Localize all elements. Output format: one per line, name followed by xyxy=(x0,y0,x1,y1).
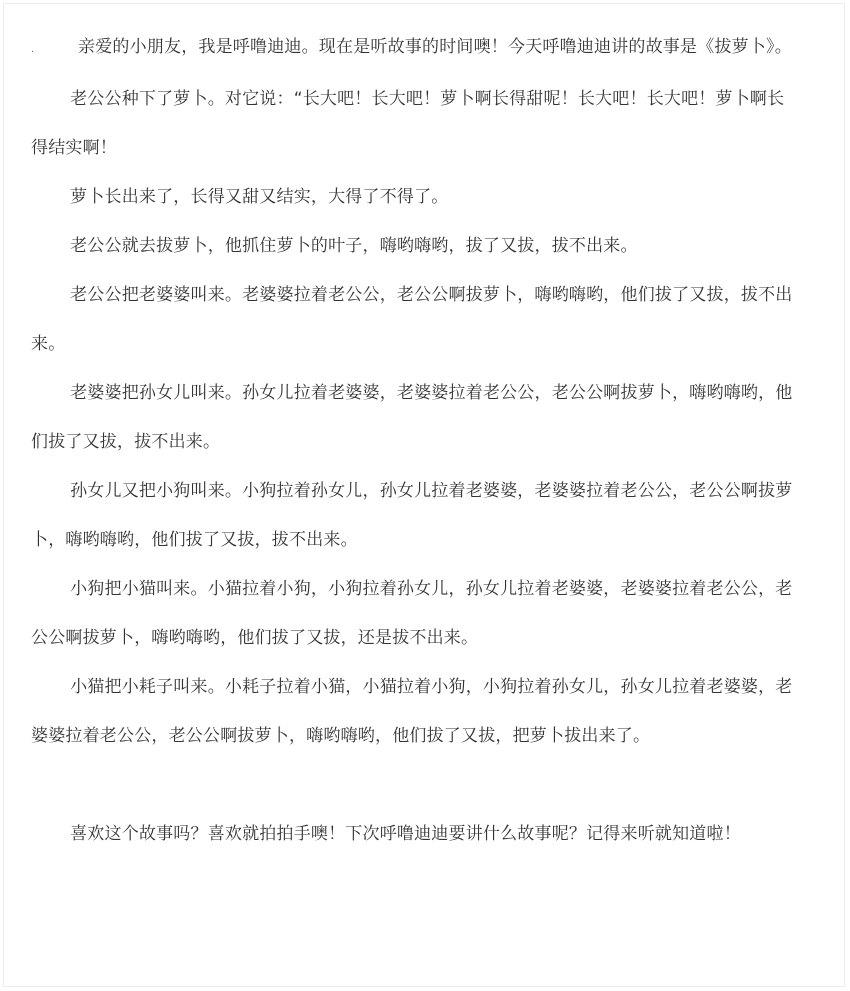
story-paragraph-2: 萝卜长出来了，长得又甜又结实，大得了不得了。 xyxy=(70,187,449,207)
blank-line xyxy=(31,761,801,810)
document-page xyxy=(3,3,845,987)
story-paragraph-7: 小狗把小猫叫来。小猫拉着小狗，小狗拉着孙女儿，孙女儿拉着老婆婆，老婆婆拉着老公公，老公公啊拔萝卜，嗨哟嗨哟，他们拔了又拔，还是拔不出来。 xyxy=(31,579,793,648)
story-paragraph-4: 老公公把老婆婆叫来。老婆婆拉着老公公，老公公啊拔萝卜，嗨哟嗨哟，他们拔了又拔，拔不出来。 xyxy=(31,285,793,354)
story-paragraph-8: 小猫把小耗子叫来。小耗子拉着小猫，小猫拉着小狗，小狗拉着孙女儿，孙女儿拉着老婆婆，老婆婆拉着老公公，老公公啊拔萝卜，嗨哟嗨哟，他们拔了又拔，把萝卜拔出来了。 xyxy=(31,677,793,746)
story-text xyxy=(31,23,801,859)
story-paragraph-5: 老婆婆把孙女儿叫来。孙女儿拉着老婆婆，老婆婆拉着老公公，老公公啊拔萝卜，嗨哟嗨哟，他们拔了又拔，拔不出来。 xyxy=(31,383,793,452)
closing-paragraph: 喜欢这个故事吗？喜欢就拍拍手噢！下次呼噜迪迪要讲什么故事呢？记得来听就知道啦！ xyxy=(70,824,741,844)
story-paragraph-6: 孙女儿又把小狗叫来。小狗拉着孙女儿，孙女儿拉着老婆婆，老婆婆拉着老公公，老公公啊拔萝卜，嗨哟嗨哟，他们拔了又拔，拔不出来。 xyxy=(31,481,793,550)
intro-text: 亲爱的小朋友，我是呼噜迪迪。现在是听故事的时间噢！今天呼噜迪迪讲的故事是《拔萝卜》。 xyxy=(78,37,792,57)
story-paragraph-1: 老公公种下了萝卜。对它说：“长大吧！长大吧！萝卜啊长得甜呢！长大吧！长大吧！萝卜啊长得结实啊！ xyxy=(31,89,785,158)
leading-mark: . xyxy=(31,45,35,55)
intro-paragraph xyxy=(31,23,801,75)
story-paragraph-3: 老公公就去拔萝卜，他抓住萝卜的叶子，嗨哟嗨哟，拔了又拔，拔不出来。 xyxy=(70,236,638,256)
